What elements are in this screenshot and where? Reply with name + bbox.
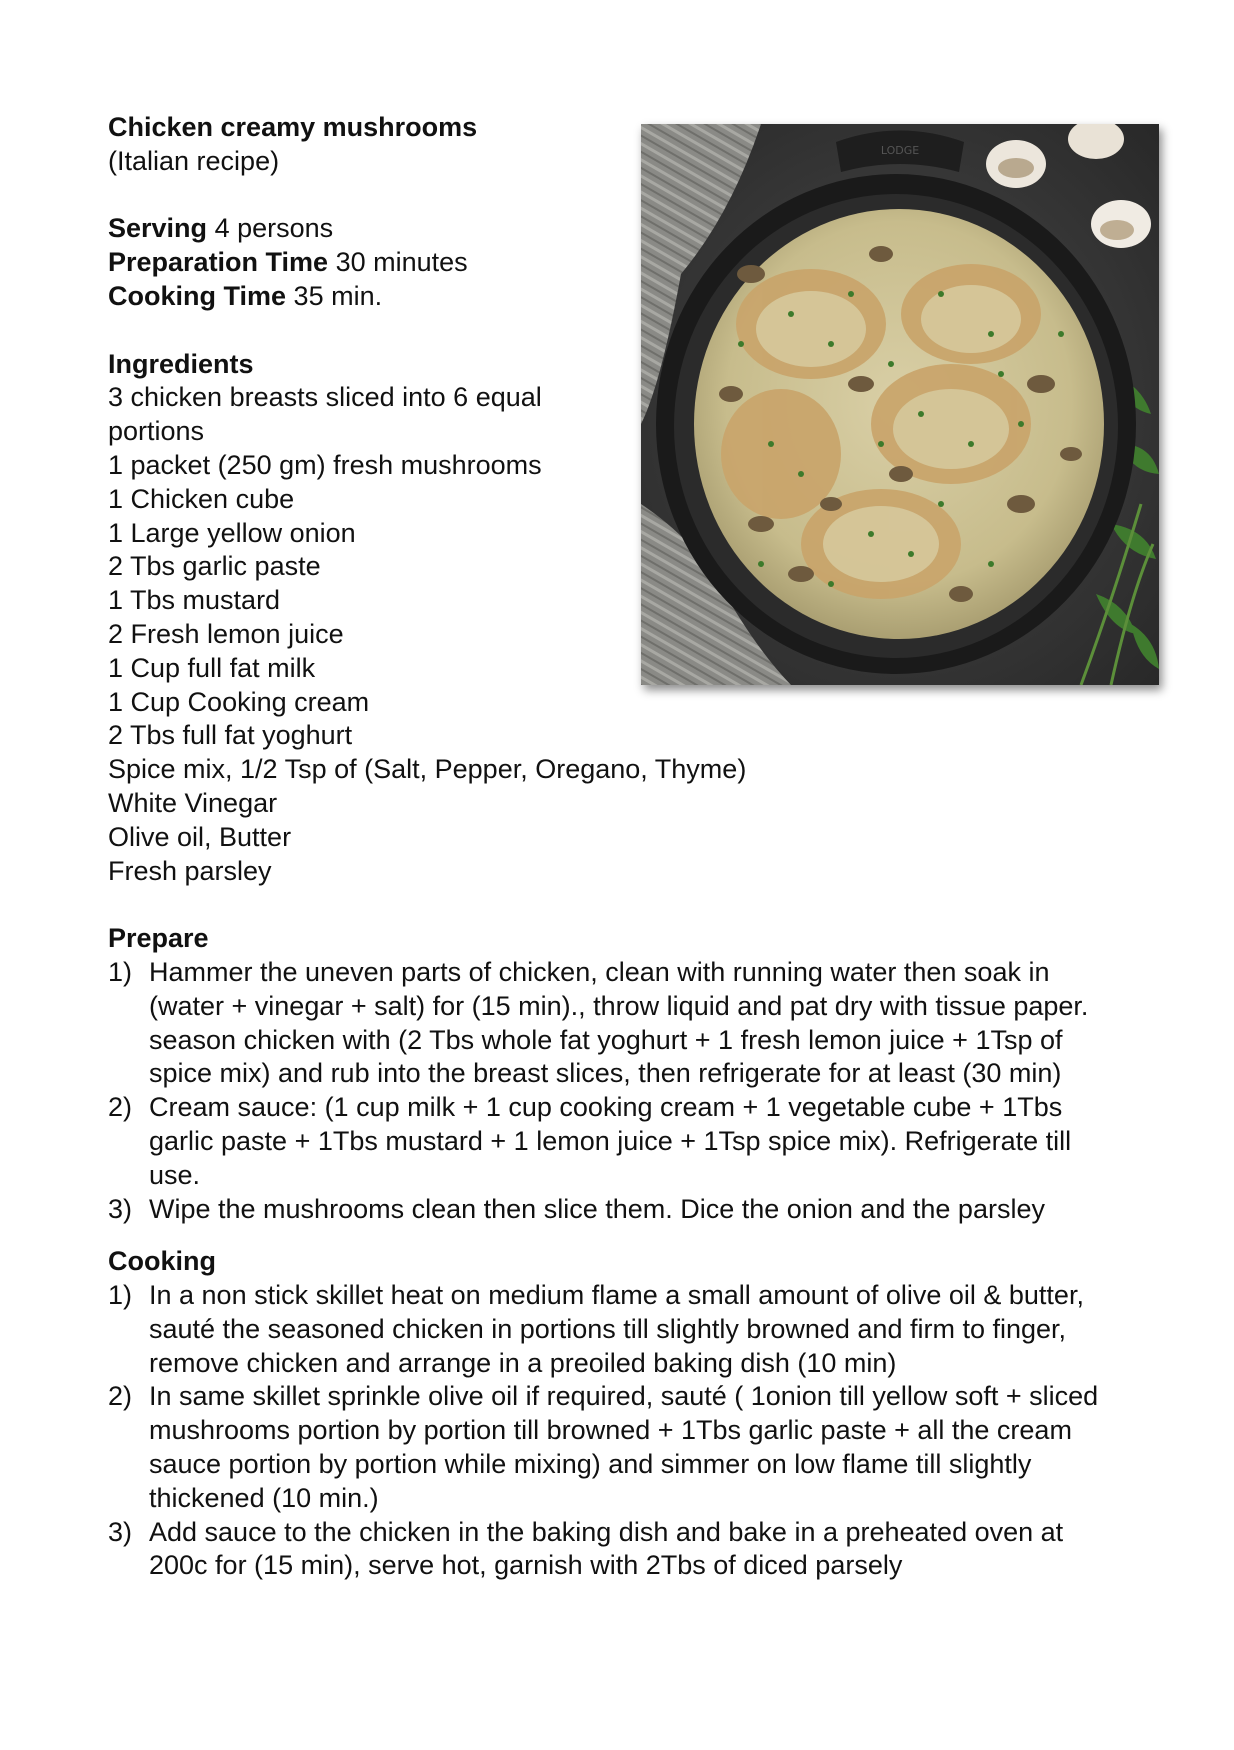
serving-value: 4 persons [214, 213, 334, 244]
step-number: 2) [108, 1381, 133, 1412]
cook-time-value: 35 min. [293, 280, 383, 311]
step-text: Add sauce to the chicken in the baking dish and bake in a preheated oven at 200c for (15 min), serve hot, garnish with 2Tbs of diced parsely [149, 1516, 1064, 1581]
ingredient-item: 1 Large yellow onion [108, 517, 356, 548]
step-text: In a non stick skillet heat on medium flame a small amount of olive oil & butter, sauté the seasoned chicken in portions till slightly browned and firm to finger, remove chicken and arrange in a preoiled baking dish (10 min) [149, 1280, 1084, 1378]
step-number: 3) [108, 1516, 133, 1547]
prepare-step [108, 956, 1118, 1091]
brand-mark: LODGE [880, 144, 920, 157]
ingredients-list [108, 381, 747, 888]
step-text: Wipe the mushrooms clean then slice them. Dice the onion and the parsley [149, 1193, 1045, 1224]
step-number: 1) [108, 1280, 133, 1311]
prepare-heading: Prepare [108, 923, 209, 954]
recipe-title: Chicken creamy mushrooms [108, 112, 478, 142]
ingredient-item: 2 Fresh lemon juice [108, 618, 344, 649]
cook-time-label: Cooking Time [108, 280, 287, 311]
ingredient-item: Spice mix, 1/2 Tsp of (Salt, Pepper, Oregano, Thyme) [108, 754, 747, 785]
prepare-step [108, 1193, 1118, 1227]
recipe-text [108, 111, 1128, 1583]
serving-label: Serving [108, 213, 208, 244]
step-text: Cream sauce: (1 cup milk + 1 cup cooking cream + 1 vegetable cube + 1Tbs garlic paste + 1Tbs mustard + 1 lemon juice + 1Tsp spice mix). Refrigerate till use. [149, 1092, 1072, 1190]
ingredients-heading: Ingredients [108, 348, 254, 379]
recipe-subtitle: (Italian recipe) [108, 145, 280, 176]
prep-time-line [108, 246, 1128, 280]
prep-time-value: 30 minutes [335, 247, 468, 278]
prepare-steps [108, 956, 1118, 1226]
ingredient-item: Fresh parsley [108, 855, 272, 886]
cooking-step [108, 1380, 1118, 1515]
step-text: In same skillet sprinkle olive oil if required, sauté ( 1onion till yellow soft + sliced mushrooms portion by portion till browned + 1Tbs garlic paste + all the cream sauce portion by portion while mixing) and simmer on low flame till slightly thickened (10 min.) [149, 1381, 1099, 1513]
prepare-step [108, 1091, 1118, 1192]
step-text: Hammer the uneven parts of chicken, clean with running water then soak in (water + vinegar + salt) for (15 min)., throw liquid and pat dry with tissue paper. season chicken with (2 Tbs whole fat yoghurt + 1 fresh lemon juice + 1Tsp of spice mix) and rub into the breast slices, then refrigerate for at least (30 min) [149, 956, 1089, 1089]
prep-time-label: Preparation Time [108, 247, 329, 278]
ingredient-item: Olive oil, Butter [108, 821, 292, 852]
ingredient-item: 1 Cup Cooking cream [108, 686, 370, 717]
cook-time-line [108, 280, 1128, 314]
serving-line [108, 212, 1128, 246]
ingredient-item: 1 Chicken cube [108, 483, 295, 514]
ingredient-item: 3 chicken breasts sliced into 6 equal portions [108, 382, 542, 447]
cooking-step [108, 1279, 1118, 1380]
ingredient-item: 1 Cup full fat milk [108, 652, 316, 683]
step-number: 1) [108, 956, 133, 987]
step-number: 3) [108, 1193, 133, 1224]
step-number: 2) [108, 1092, 133, 1123]
cooking-steps [108, 1279, 1118, 1583]
ingredient-item: White Vinegar [108, 787, 278, 818]
ingredient-item: 2 Tbs garlic paste [108, 551, 321, 582]
ingredient-item: 1 Tbs mustard [108, 585, 281, 616]
cooking-step [108, 1516, 1118, 1584]
ingredient-item: 2 Tbs full fat yoghurt [108, 720, 353, 751]
cooking-heading: Cooking [108, 1246, 216, 1277]
ingredient-item: 1 packet (250 gm) fresh mushrooms [108, 449, 542, 480]
